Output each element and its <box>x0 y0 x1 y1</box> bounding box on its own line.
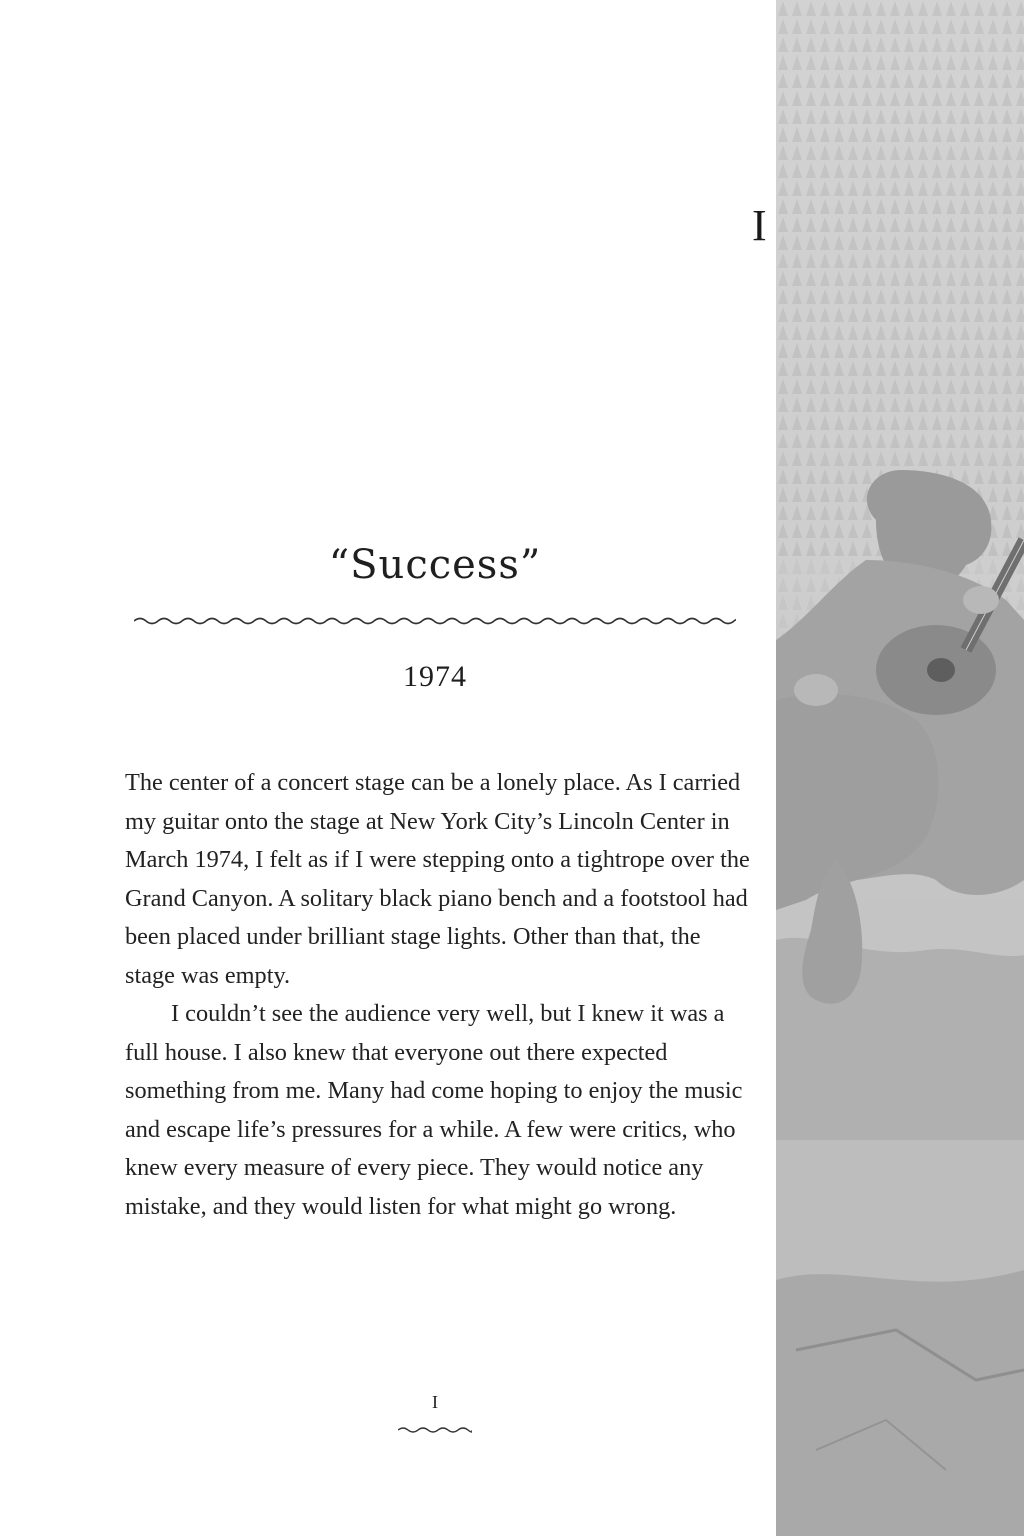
guitarist-photo <box>776 0 1024 1536</box>
chapter-body <box>125 764 755 1226</box>
chapter-year: 1974 <box>403 660 467 693</box>
wavy-title-rule <box>134 612 736 630</box>
body-paragraph: I couldn’t see the audience very well, but I knew it was a full house. I also knew that everyone out there expected something from me. Many had come hoping to enjoy the music and escape life’s pressures for a while. A few were critics, who knew every measure of every piece. They would notice any mistake, and they would listen for what might go wrong. <box>125 1000 743 1220</box>
wavy-folio-ornament <box>398 1424 472 1436</box>
chapter-number: I <box>752 201 767 250</box>
chapter-title: “Success” <box>328 542 542 588</box>
page-number: I <box>432 1392 438 1412</box>
guitarist-photo-illustration <box>776 0 1024 1536</box>
body-paragraph: The center of a concert stage can be a lonely place. As I carried my guitar onto the stage at New York City’s Lincoln Center in March 1974, I felt as if I were stepping onto a tightrope over the Grand Canyon. A solitary black piano bench and a footstool had been placed under brilliant stage lights. Other than that, the stage was empty. <box>125 769 750 989</box>
